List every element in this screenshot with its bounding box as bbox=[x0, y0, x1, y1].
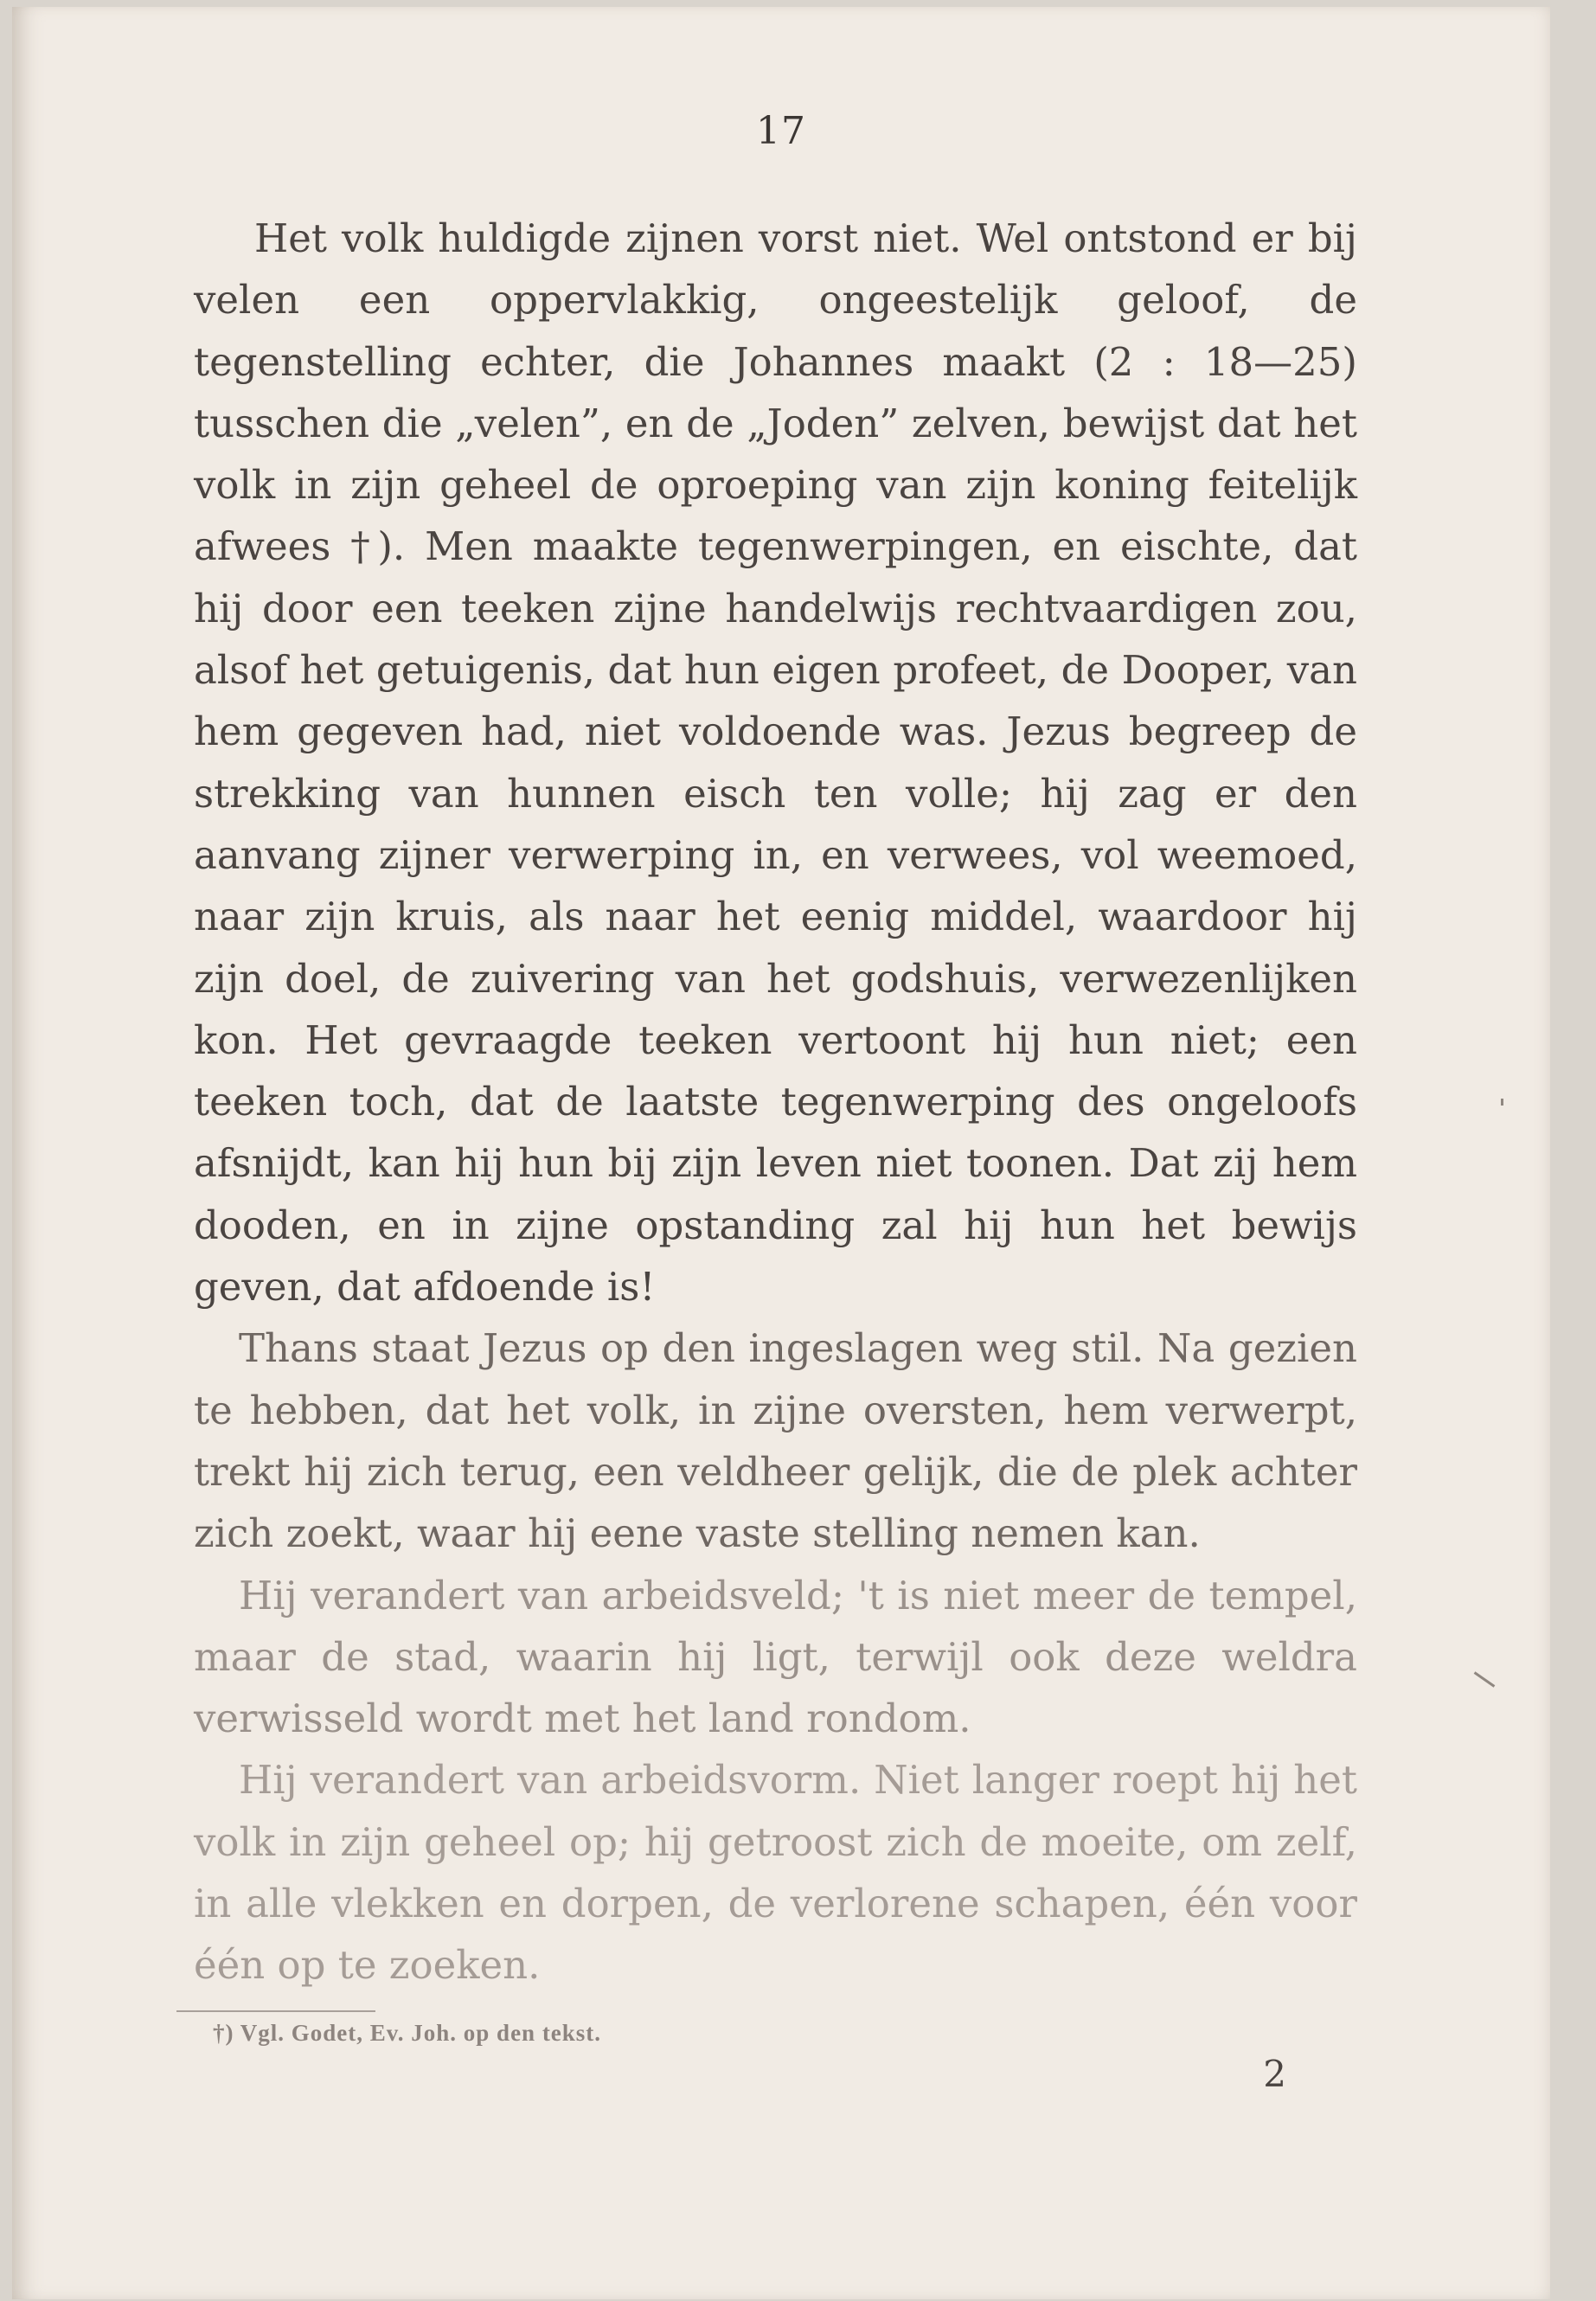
paragraph-2: Thans staat Jezus op den ingeslagen weg stil. Na gezien te hebben, dat het volk, in zijne oversten, hem verwerpt, trekt hij zich terug, een veldheer gelijk, die de plek achter zich zoekt, waar hij eene vaste stelling nemen kan. bbox=[194, 1325, 1357, 1557]
signature-mark: 2 bbox=[1263, 2053, 1286, 2095]
paragraph-1: Het volk huldigde zijnen vorst niet. Wel ontstond er bij velen een oppervlakkig, ongeestelijk geloof, de tegenstelling echter, die Johannes maakt (2 : 18—25) tusschen die „velen”, en de „Joden” zelven, bewijst dat het volk in zijn geheel de oproeping van zijn koning feitelijk afwees †). Men maakte tegenwerpingen, en eischte, dat hij door een teeken zijne handelwijs rechtvaardigen zou, alsof het getuigenis, dat hun eigen profeet, de Dooper, van hem gegeven had, niet voldoende was. Jezus begreep de strekking van hunnen eisch ten volle; hij zag er den aanvang zijner verwerping in, en verwees, vol weemoed, naar zijn kruis, als naar het eenig middel, waardoor hij zijn doel, de zuivering van het godshuis, verwezenlijken kon. Het gevraagde teeken vertoont hij hun niet; een teeken toch, dat de laatste tegenwerping des ongeloofs afsnijdt, kan hij hun bij zijn leven niet toonen. Dat zij hem dooden, en in zijne opstanding zal hij hun het bewijs geven, dat afdoende is! bbox=[194, 215, 1357, 1311]
footnote-rule bbox=[176, 2010, 375, 2012]
body-text bbox=[194, 208, 1357, 1997]
footnote: †) Vgl. Godet, Ev. Joh. op den tekst. bbox=[213, 2020, 602, 2046]
book-page bbox=[12, 7, 1550, 2299]
page-number: 17 bbox=[756, 109, 806, 153]
edge-mark bbox=[1501, 1099, 1503, 1106]
edge-mark-diagonal bbox=[1474, 1671, 1496, 1688]
paragraph-3: Hij verandert van arbeidsveld; 't is niet meer de tempel, maar de stad, waarin hij ligt, terwijl ook deze weldra verwisseld wordt met het land rondom. bbox=[194, 1572, 1357, 1742]
paragraph-4: Hij verandert van arbeidsvorm. Niet langer roept hij het volk in zijn geheel op; hij getroost zich de moeite, om zelf, in alle vlekken en dorpen, de verlorene schapen, één voor één op te zoeken. bbox=[194, 1757, 1357, 1989]
